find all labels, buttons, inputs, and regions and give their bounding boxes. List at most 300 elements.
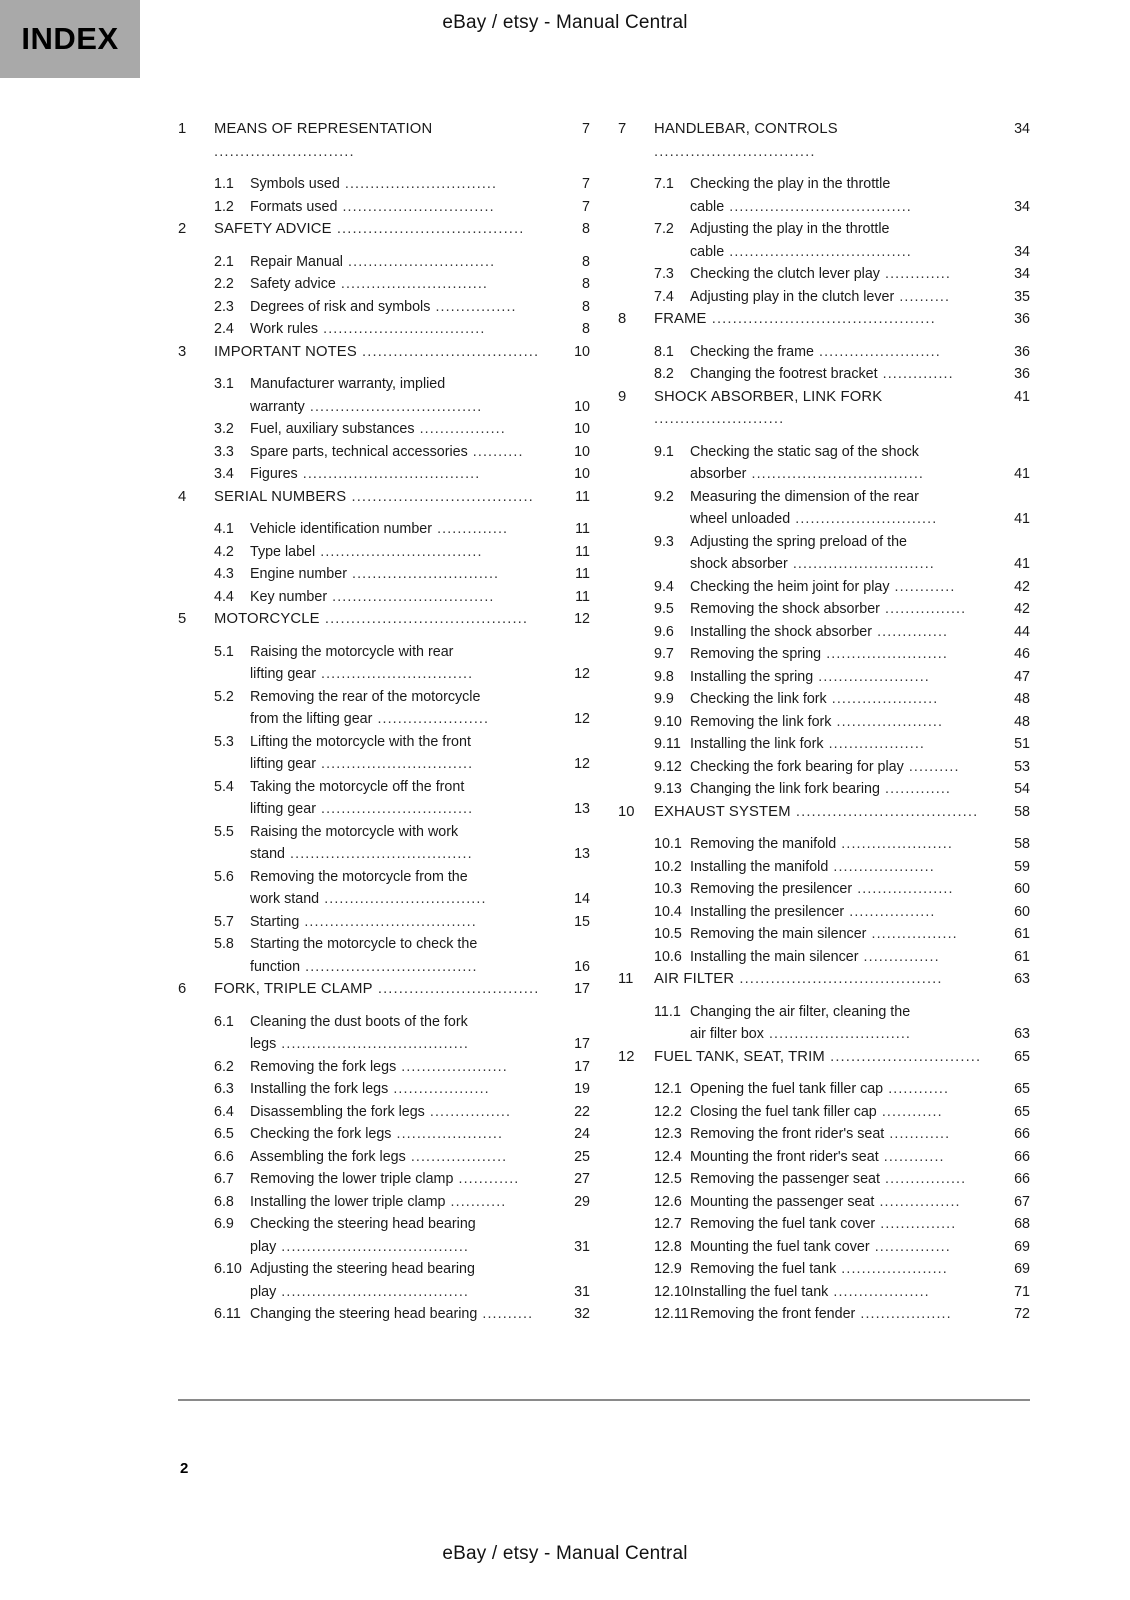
toc-section-title <box>250 1213 560 1236</box>
toc-entry-text: from the lifting gear <box>250 711 373 727</box>
dot-leader: ............ <box>884 1126 951 1142</box>
toc-section-row[interactable] <box>618 196 1030 219</box>
toc-section-row[interactable] <box>178 798 590 821</box>
toc-page-number: 34 <box>1014 266 1030 282</box>
toc-section-number: 12.1 <box>654 1081 682 1097</box>
toc-section-title <box>690 441 1000 464</box>
toc-page-number: 44 <box>1014 623 1030 640</box>
dot-leader: ................. <box>844 903 936 920</box>
toc-chapter-title <box>654 801 1000 824</box>
toc-entry-text: lifting gear <box>250 666 316 682</box>
toc-section-title <box>690 756 1000 779</box>
toc-section-title <box>250 686 560 709</box>
toc-entry-text: Checking the link fork <box>690 691 827 707</box>
toc-section-title <box>690 486 1000 509</box>
toc-section-row[interactable] <box>618 363 1030 386</box>
toc-page-number: 42 <box>1014 601 1030 617</box>
toc-section-row[interactable] <box>178 1033 590 1056</box>
toc-section-row[interactable] <box>618 1303 1030 1326</box>
toc-section-row[interactable] <box>178 1011 590 1034</box>
dot-leader: ................................... <box>790 803 979 820</box>
toc-group <box>178 978 590 1326</box>
dot-leader: ................................ <box>327 588 495 605</box>
toc-section-title <box>250 911 560 934</box>
toc-section-row[interactable] <box>178 463 590 486</box>
toc-section-row[interactable] <box>178 1101 590 1124</box>
toc-section-row[interactable] <box>178 373 590 396</box>
toc-entry-text: MOTORCYCLE <box>214 611 320 627</box>
toc-section-row[interactable] <box>618 486 1030 509</box>
toc-section-row[interactable] <box>618 666 1030 689</box>
dot-leader: ............................. <box>346 566 500 582</box>
toc-section-title <box>690 508 1000 531</box>
toc-section-title <box>250 296 560 319</box>
toc-entry-text: Removing the shock absorber <box>690 601 880 617</box>
toc-section-row[interactable] <box>618 1168 1030 1191</box>
toc-entry-text: Fuel, auxiliary substances <box>250 421 415 437</box>
toc-section-number: 5.5 <box>214 823 234 840</box>
toc-group <box>178 486 590 609</box>
toc-section-title <box>250 798 560 821</box>
toc-chapter-row[interactable] <box>618 308 1030 331</box>
toc-section-number: 9.12 <box>654 758 682 775</box>
toc-section-row[interactable] <box>618 643 1030 666</box>
toc-section-number: 11.1 <box>654 1003 681 1020</box>
toc-page-number: 17 <box>574 981 590 997</box>
toc-page-number: 19 <box>574 1081 590 1097</box>
toc-entry-text: SHOCK ABSORBER, LINK FORK <box>654 388 883 405</box>
dot-leader: ........................................... <box>706 311 936 327</box>
toc-entry-text: Installing the main silencer <box>690 948 859 965</box>
toc-section-row[interactable] <box>618 1146 1030 1169</box>
toc-section-row[interactable] <box>618 1281 1030 1304</box>
toc-chapter-row[interactable] <box>178 486 590 509</box>
toc-section-number: 3.4 <box>214 466 234 482</box>
toc-entry-text: Starting <box>250 913 300 930</box>
toc-entry-text: Engine number <box>250 566 347 582</box>
dot-leader: .................................. <box>300 958 478 975</box>
toc-page-number: 16 <box>574 958 590 975</box>
dot-leader: ............ <box>453 1171 520 1187</box>
toc-section-row[interactable] <box>618 1258 1030 1281</box>
toc-section-title <box>690 1078 1000 1101</box>
toc-section-row[interactable] <box>178 196 590 219</box>
toc-section-number: 12.4 <box>654 1148 682 1165</box>
toc-section-title <box>690 901 1000 924</box>
toc-section-row[interactable] <box>178 1258 590 1281</box>
toc-entry-text: Mounting the fuel tank cover <box>690 1238 870 1255</box>
toc-section-row[interactable] <box>618 1001 1030 1024</box>
toc-section-title <box>690 1001 1000 1024</box>
toc-chapter-row[interactable] <box>618 1046 1030 1069</box>
toc-section-title <box>690 576 1000 599</box>
toc-page-number: 60 <box>1014 881 1030 897</box>
toc-section-row[interactable] <box>618 923 1030 946</box>
toc-section-number: 9.4 <box>654 578 674 595</box>
toc-section-title <box>250 1078 560 1101</box>
toc-section-row[interactable] <box>178 518 590 541</box>
toc-entry-text: Type label <box>250 543 316 560</box>
toc-page-number: 22 <box>574 1103 590 1120</box>
toc-section-row[interactable] <box>178 753 590 776</box>
dot-leader: ........................... <box>214 143 355 160</box>
toc-section-title <box>250 888 560 911</box>
toc-section-number: 10.3 <box>654 881 682 897</box>
toc-section-row[interactable] <box>178 418 590 441</box>
dot-leader: .................... <box>828 858 935 875</box>
dot-leader: ................................... <box>297 466 481 482</box>
toc-entry-text: Work rules <box>250 321 319 337</box>
dot-leader: ................... <box>405 1148 508 1165</box>
toc-entry-text: Assembling the fork legs <box>250 1148 406 1165</box>
toc-section-title <box>690 688 1000 711</box>
toc-section-row[interactable] <box>618 1023 1030 1046</box>
toc-entry-text: air filter box <box>690 1026 764 1042</box>
toc-entry-text: cable <box>690 243 725 260</box>
dot-leader: ............................ <box>787 556 935 572</box>
toc-page-number: 11 <box>575 521 590 537</box>
toc-section-row[interactable] <box>178 888 590 911</box>
toc-section-number: 12.7 <box>654 1216 682 1232</box>
toc-section-row[interactable] <box>178 441 590 464</box>
dot-leader: .................. <box>855 1306 952 1322</box>
toc-section-row[interactable] <box>178 821 590 844</box>
toc-group <box>618 1046 1030 1326</box>
toc-entry-text: Repair Manual <box>250 253 343 270</box>
dot-leader: ........... <box>445 1193 507 1210</box>
dot-leader: ............................. <box>824 1048 982 1065</box>
toc-page-number: 42 <box>1014 578 1030 595</box>
toc-section-row[interactable] <box>618 1101 1030 1124</box>
toc-page-number: 67 <box>1014 1193 1030 1210</box>
toc-section-row[interactable] <box>618 1078 1030 1101</box>
toc-section-title <box>250 731 560 754</box>
toc-page-number: 71 <box>1014 1283 1030 1300</box>
toc-chapter-row[interactable] <box>178 608 590 631</box>
toc-section-row[interactable] <box>178 296 590 319</box>
toc-chapter-row[interactable] <box>178 341 590 364</box>
dot-leader: ............ <box>876 1103 943 1120</box>
toc-page-number: 34 <box>1014 198 1030 215</box>
toc-column-right <box>618 118 1030 1326</box>
dot-leader: ................ <box>874 1193 961 1210</box>
toc-page-number: 65 <box>1014 1081 1030 1097</box>
toc-section-title <box>250 1056 560 1079</box>
dot-leader: ..................................... <box>276 1036 469 1052</box>
toc-section-row[interactable] <box>618 598 1030 621</box>
toc-section-number: 10.6 <box>654 948 682 965</box>
dot-leader: ................... <box>823 736 925 752</box>
toc-entry-text: Spare parts, technical accessories <box>250 443 468 460</box>
toc-section-row[interactable] <box>178 911 590 934</box>
toc-entry-text: shock absorber <box>690 556 788 572</box>
toc-page-number: 34 <box>1014 121 1030 137</box>
toc-section-row[interactable] <box>178 866 590 889</box>
toc-section-row[interactable] <box>618 1191 1030 1214</box>
toc-group <box>618 801 1030 969</box>
toc-section-title <box>250 441 560 464</box>
toc-section-row[interactable] <box>618 833 1030 856</box>
toc-section-row[interactable] <box>178 318 590 341</box>
toc-entry-text: Raising the motorcycle with rear <box>250 643 454 660</box>
toc-section-row[interactable] <box>178 273 590 296</box>
toc-page-number: 41 <box>1014 466 1030 482</box>
dot-leader: ............ <box>883 1081 950 1097</box>
toc-entry-text: Changing the footrest bracket <box>690 366 878 382</box>
toc-page-number: 10 <box>574 443 590 460</box>
toc-chapter-row[interactable] <box>178 118 590 163</box>
toc-section-number: 5.4 <box>214 778 234 795</box>
toc-entry-text: Checking the heim joint for play <box>690 578 890 595</box>
toc-section-title <box>250 843 560 866</box>
toc-page-number: 10 <box>574 343 590 360</box>
toc-section-number: 10.1 <box>654 836 682 852</box>
toc-page-number: 48 <box>1014 691 1030 707</box>
toc-section-title <box>690 946 1000 969</box>
toc-page-number: 13 <box>574 801 590 817</box>
toc-section-row[interactable] <box>178 1281 590 1304</box>
toc-section-number: 9.10 <box>654 713 682 730</box>
dot-leader: ................ <box>424 1103 512 1120</box>
toc-section-title <box>250 251 560 274</box>
dot-leader: ............... <box>858 948 940 965</box>
dot-leader: ............. <box>879 781 951 797</box>
toc-page-number: 13 <box>574 846 590 862</box>
toc-section-number: 2.2 <box>214 276 234 292</box>
toc-entry-text: Disassembling the fork legs <box>250 1103 425 1120</box>
toc-section-row[interactable] <box>618 688 1030 711</box>
toc-entry-text: Checking the fork bearing for play <box>690 758 904 775</box>
toc-page-number: 17 <box>574 1058 590 1075</box>
toc-section-row[interactable] <box>618 531 1030 554</box>
toc-chapter-number: 8 <box>618 311 627 327</box>
toc-chapter-number: 5 <box>178 611 187 627</box>
toc-chapter-row[interactable] <box>618 118 1030 163</box>
toc-section-row[interactable] <box>618 946 1030 969</box>
toc-section-title <box>690 241 1000 264</box>
dot-leader: ....................................... <box>319 611 529 627</box>
toc-section-number: 10.4 <box>654 903 682 920</box>
toc-section-row[interactable] <box>618 856 1030 879</box>
toc-group <box>178 118 590 218</box>
toc-section-row[interactable] <box>178 1303 590 1326</box>
toc-section-row[interactable] <box>618 463 1030 486</box>
toc-chapter-row[interactable] <box>618 801 1030 824</box>
toc-section-row[interactable] <box>178 1236 590 1259</box>
toc-section-row[interactable] <box>618 1236 1030 1259</box>
dot-leader: ................................ <box>318 321 486 337</box>
toc-section-row[interactable] <box>178 663 590 686</box>
toc-page-number: 47 <box>1014 668 1030 685</box>
toc-section-title <box>690 778 1000 801</box>
toc-entry-text: Removing the front rider's seat <box>690 1126 885 1142</box>
toc-section-number: 10.5 <box>654 926 682 942</box>
toc-page-number: 32 <box>574 1306 590 1322</box>
toc-section-number: 12.11 <box>654 1306 689 1322</box>
toc-section-title <box>690 1303 1000 1326</box>
toc-section-row[interactable] <box>178 776 590 799</box>
toc-section-row[interactable] <box>178 586 590 609</box>
toc-section-title <box>250 373 560 396</box>
toc-section-row[interactable] <box>178 731 590 754</box>
toc-page-number: 36 <box>1014 366 1030 382</box>
toc-section-row[interactable] <box>618 263 1030 286</box>
toc-section-title <box>690 666 1000 689</box>
toc-chapter-number: 12 <box>618 1048 635 1065</box>
toc-section-title <box>690 173 1000 196</box>
toc-section-row[interactable] <box>618 901 1030 924</box>
toc-section-title <box>690 1213 1000 1236</box>
dot-leader: ..................... <box>831 713 944 730</box>
toc-section-row[interactable] <box>178 563 590 586</box>
toc-page-number: 69 <box>1014 1238 1030 1255</box>
toc-entry-text: Removing the spring <box>690 646 822 662</box>
toc-section-row[interactable] <box>178 641 590 664</box>
toc-chapter-number: 6 <box>178 981 187 997</box>
toc-section-row[interactable] <box>618 441 1030 464</box>
toc-entry-text: Installing the link fork <box>690 736 824 752</box>
toc-entry-text: HANDLEBAR, CONTROLS <box>654 121 838 137</box>
toc-section-row[interactable] <box>178 1056 590 1079</box>
toc-entry-text: Checking the clutch lever play <box>690 266 880 282</box>
toc-section-number: 4.1 <box>214 521 234 537</box>
toc-section-row[interactable] <box>618 756 1030 779</box>
toc-chapter-row[interactable] <box>618 968 1030 991</box>
toc-section-row[interactable] <box>178 396 590 419</box>
toc-section-row[interactable] <box>618 508 1030 531</box>
dot-leader: ...................... <box>372 711 490 727</box>
toc-entry-text: Starting the motorcycle to check the <box>250 936 478 952</box>
toc-section-row[interactable] <box>178 1213 590 1236</box>
toc-section-title <box>250 641 560 664</box>
toc-section-title <box>690 286 1000 309</box>
toc-section-title <box>690 1236 1000 1259</box>
toc-section-row[interactable] <box>178 933 590 956</box>
toc-section-title <box>250 273 560 296</box>
toc-section-title <box>250 463 560 486</box>
toc-section-row[interactable] <box>178 1191 590 1214</box>
toc-entry-text: Removing the rear of the motorcycle <box>250 688 481 705</box>
dot-leader: ................... <box>388 1081 490 1097</box>
toc-section-title <box>250 1168 560 1191</box>
toc-section-row[interactable] <box>618 733 1030 756</box>
toc-page-number: 10 <box>574 421 590 437</box>
toc-chapter-row[interactable] <box>618 386 1030 431</box>
toc-section-title <box>690 1023 1000 1046</box>
toc-section-title <box>250 563 560 586</box>
table-of-contents <box>178 118 1030 1326</box>
toc-entry-text: cable <box>690 198 725 215</box>
toc-section-row[interactable] <box>178 173 590 196</box>
dot-leader: .......... <box>894 288 951 305</box>
toc-section-row[interactable] <box>178 843 590 866</box>
toc-section-row[interactable] <box>618 778 1030 801</box>
toc-entry-text: Checking the frame <box>690 343 814 360</box>
toc-section-row[interactable] <box>618 878 1030 901</box>
toc-entry-text: Installing the fuel tank <box>690 1283 829 1300</box>
dot-leader: .............................. <box>337 198 495 215</box>
dot-leader: .............. <box>432 521 509 537</box>
toc-section-title <box>690 1281 1000 1304</box>
toc-section-number: 6.4 <box>214 1103 234 1120</box>
dot-leader: .......... <box>467 443 524 460</box>
dot-leader: ................ <box>879 1171 967 1187</box>
toc-entry-text: Degrees of risk and symbols <box>250 298 431 315</box>
toc-section-row[interactable] <box>618 1123 1030 1146</box>
toc-entry-text: MEANS OF REPRESENTATION <box>214 121 433 137</box>
toc-chapter-title <box>214 978 560 1001</box>
toc-entry-text: absorber <box>690 466 747 482</box>
toc-chapter-row[interactable] <box>178 218 590 241</box>
page-number: 2 <box>180 1460 189 1477</box>
toc-entry-text: Raising the motorcycle with work <box>250 823 459 840</box>
toc-entry-text: Removing the main silencer <box>690 926 867 942</box>
dot-leader: .................................... <box>724 198 912 215</box>
toc-page-number: 53 <box>1014 758 1030 775</box>
toc-page-number: 7 <box>582 176 590 192</box>
toc-entry-text: Lifting the motorcycle with the front <box>250 733 471 750</box>
dot-leader: .................................... <box>331 221 525 237</box>
toc-section-row[interactable] <box>178 1123 590 1146</box>
toc-section-row[interactable] <box>618 711 1030 734</box>
toc-section-number: 6.9 <box>214 1216 234 1232</box>
toc-section-title <box>690 833 1000 856</box>
toc-section-row[interactable] <box>178 1146 590 1169</box>
toc-section-row[interactable] <box>178 251 590 274</box>
toc-page-number: 8 <box>582 276 590 292</box>
toc-section-row[interactable] <box>618 553 1030 576</box>
toc-section-row[interactable] <box>618 218 1030 241</box>
dot-leader: .............................. <box>315 801 474 817</box>
toc-section-row[interactable] <box>618 241 1030 264</box>
toc-section-row[interactable] <box>618 341 1030 364</box>
toc-entry-text: Removing the passenger seat <box>690 1171 880 1187</box>
toc-entry-text: stand <box>250 846 285 862</box>
toc-section-row[interactable] <box>618 1213 1030 1236</box>
dot-leader: ............................... <box>372 981 540 997</box>
dot-leader: ................................ <box>315 543 483 560</box>
toc-chapter-row[interactable] <box>178 978 590 1001</box>
toc-section-row[interactable] <box>178 956 590 979</box>
toc-section-row[interactable] <box>178 1168 590 1191</box>
toc-page-number: 66 <box>1014 1171 1030 1187</box>
toc-section-row[interactable] <box>178 686 590 709</box>
toc-entry-text: wheel unloaded <box>690 511 791 527</box>
toc-chapter-title <box>654 386 1000 431</box>
toc-page-number: 61 <box>1014 948 1030 965</box>
toc-group <box>618 386 1030 801</box>
toc-section-row[interactable] <box>178 541 590 564</box>
toc-section-number: 7.4 <box>654 288 674 305</box>
toc-section-row[interactable] <box>178 708 590 731</box>
toc-entry-text: Closing the fuel tank filler cap <box>690 1103 877 1120</box>
toc-section-row[interactable] <box>618 621 1030 644</box>
dot-leader: .................................. <box>356 343 540 360</box>
toc-section-row[interactable] <box>618 576 1030 599</box>
toc-entry-text: Mounting the passenger seat <box>690 1193 875 1210</box>
toc-section-number: 3.2 <box>214 421 234 437</box>
toc-section-number: 3.1 <box>214 376 234 392</box>
dot-leader: ............ <box>889 578 956 595</box>
toc-section-number: 6.10 <box>214 1261 242 1277</box>
toc-page-number: 48 <box>1014 713 1030 730</box>
toc-section-row[interactable] <box>618 173 1030 196</box>
toc-section-title <box>690 643 1000 666</box>
toc-section-row[interactable] <box>618 286 1030 309</box>
toc-page-number: 36 <box>1014 311 1030 327</box>
toc-section-row[interactable] <box>178 1078 590 1101</box>
toc-section-title <box>250 418 560 441</box>
